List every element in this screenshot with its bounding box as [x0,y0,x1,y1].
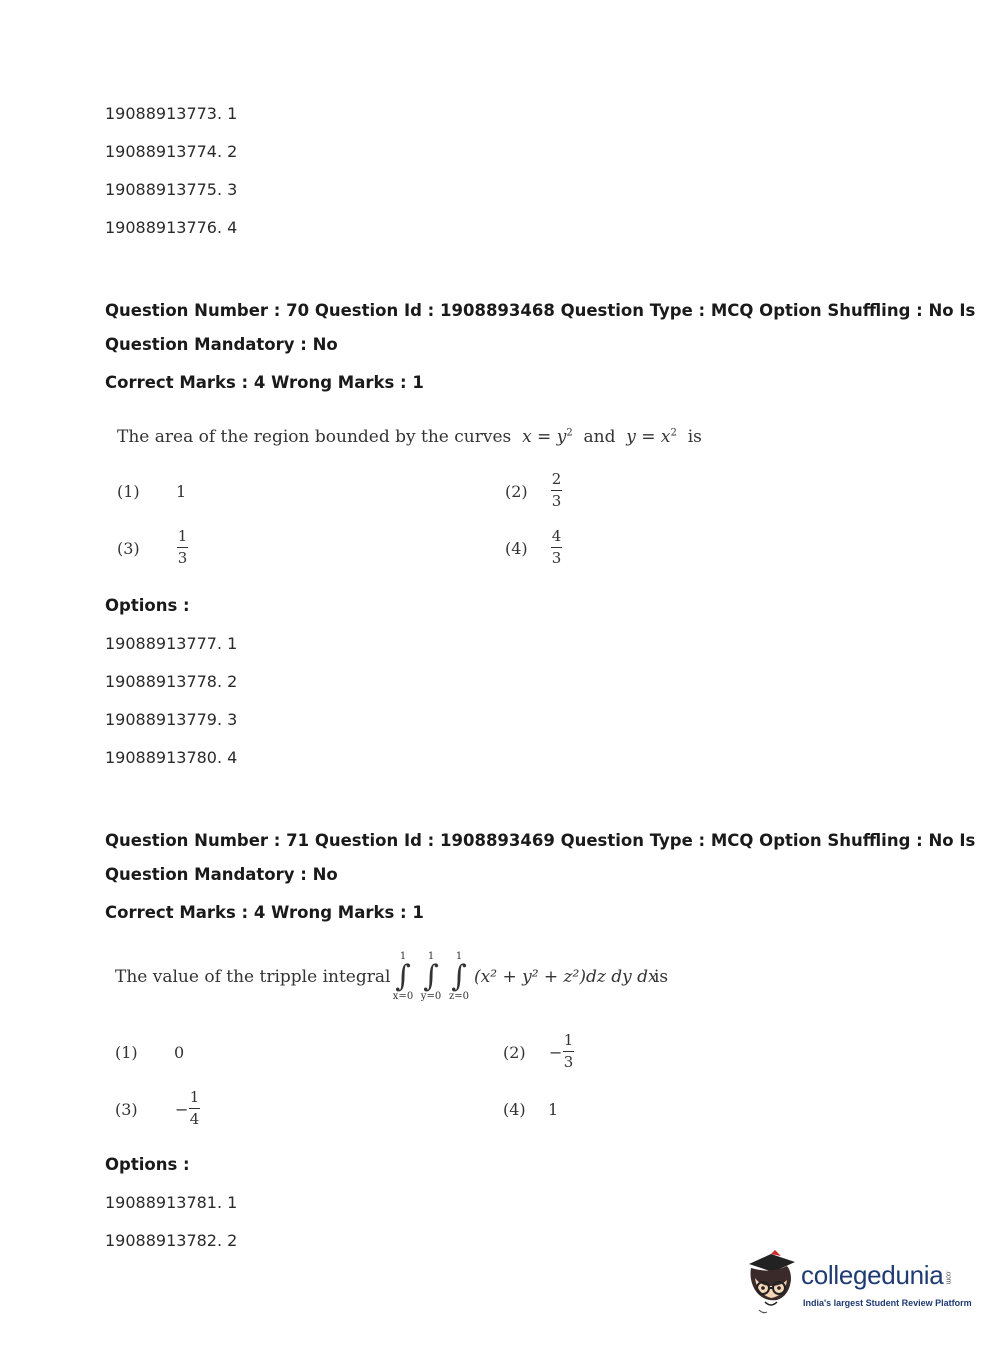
question-suffix: is [654,967,669,987]
integral-sign: 1 ∫ z=0 [448,951,469,1002]
choice-label: (2) [505,482,528,501]
integral-upper-limit: 1 [399,951,407,962]
option-item: 19088913776. 4 [105,218,238,237]
collegedunia-logo [741,1250,971,1320]
minus-sign: − [549,1043,563,1062]
option-item: 19088913779. 3 [105,710,238,729]
choice-label: (1) [117,482,140,501]
logo-name: collegedunia [801,1260,944,1290]
integral-sign: 1 ∫ x=0 [392,951,414,1002]
choice-value: 1 [176,482,187,501]
numerator: 1 [177,527,188,545]
integral-lower-limit: x=0 [392,991,414,1002]
logo-suffix: .com [944,1270,952,1284]
question-marks: Correct Marks : 4 Wrong Marks : 1 [105,373,424,392]
integral-lower-limit: z=0 [448,991,469,1002]
choice-fraction [551,472,562,509]
integral-upper-limit: 1 [455,951,463,962]
options-heading: Options : [105,596,190,615]
exponent: 2 [566,427,573,439]
choice-label: (1) [115,1043,138,1062]
question-prefix: The area of the region bounded by the curves [117,427,512,447]
denominator: 3 [177,549,188,568]
integral-upper-limit: 1 [427,951,435,962]
choice-label: (2) [503,1043,526,1062]
option-item: 19088913782. 2 [105,1231,238,1250]
integral-sign: 1 ∫ y=0 [420,951,442,1002]
option-item: 19088913781. 1 [105,1193,238,1212]
option-item: 19088913773. 1 [105,104,238,123]
option-item: 19088913777. 1 [105,634,238,653]
question-header: Question Number : 70 Question Id : 1908893468 Question Type : MCQ Option Shuffling : No Is [105,301,976,320]
exponent: 2 [670,427,677,439]
minus-sign: − [175,1100,189,1119]
logo-wordmark [801,1260,951,1291]
question-text: The value of the tripple integral [115,967,391,987]
question-marks: Correct Marks : 4 Wrong Marks : 1 [105,903,424,922]
choice-label: (4) [503,1100,526,1119]
choice-fraction [551,529,562,566]
question-header: Question Number : 71 Question Id : 1908893469 Question Type : MCQ Option Shuffling : No Is [105,831,976,850]
numerator: 2 [551,470,562,488]
option-item: 19088913774. 2 [105,142,238,161]
logo-tagline: India's largest Student Review Platform [803,1298,972,1308]
numerator: 4 [551,527,562,545]
denominator: 3 [563,1053,574,1072]
question-mandatory: Question Mandatory : No [105,865,338,884]
equation: y = x [626,427,671,447]
choice-value: 1 [548,1100,559,1119]
option-item: 19088913780. 4 [105,748,238,767]
numerator: 1 [563,1031,574,1049]
denominator: 3 [551,549,562,568]
option-item: 19088913775. 3 [105,180,238,199]
choice-value: 0 [174,1043,185,1062]
denominator: 3 [551,492,562,511]
question-text [117,427,702,447]
integrand: (x² + y² + z²)dz dy dx [474,967,658,987]
choice-label: (3) [117,539,140,558]
mascot-icon [741,1250,801,1316]
choice-fraction [189,1090,200,1127]
choice-label: (4) [505,539,528,558]
equation: x = y [522,427,567,447]
options-heading: Options : [105,1155,190,1174]
numerator: 1 [189,1088,200,1106]
integral-lower-limit: y=0 [420,991,442,1002]
choice-fraction [177,529,188,566]
denominator: 4 [189,1110,200,1129]
choice-label: (3) [115,1100,138,1119]
option-item: 19088913778. 2 [105,672,238,691]
question-mandatory: Question Mandatory : No [105,335,338,354]
conjunction: and [583,427,616,447]
question-suffix: is [687,427,702,447]
choice-fraction [563,1033,574,1070]
